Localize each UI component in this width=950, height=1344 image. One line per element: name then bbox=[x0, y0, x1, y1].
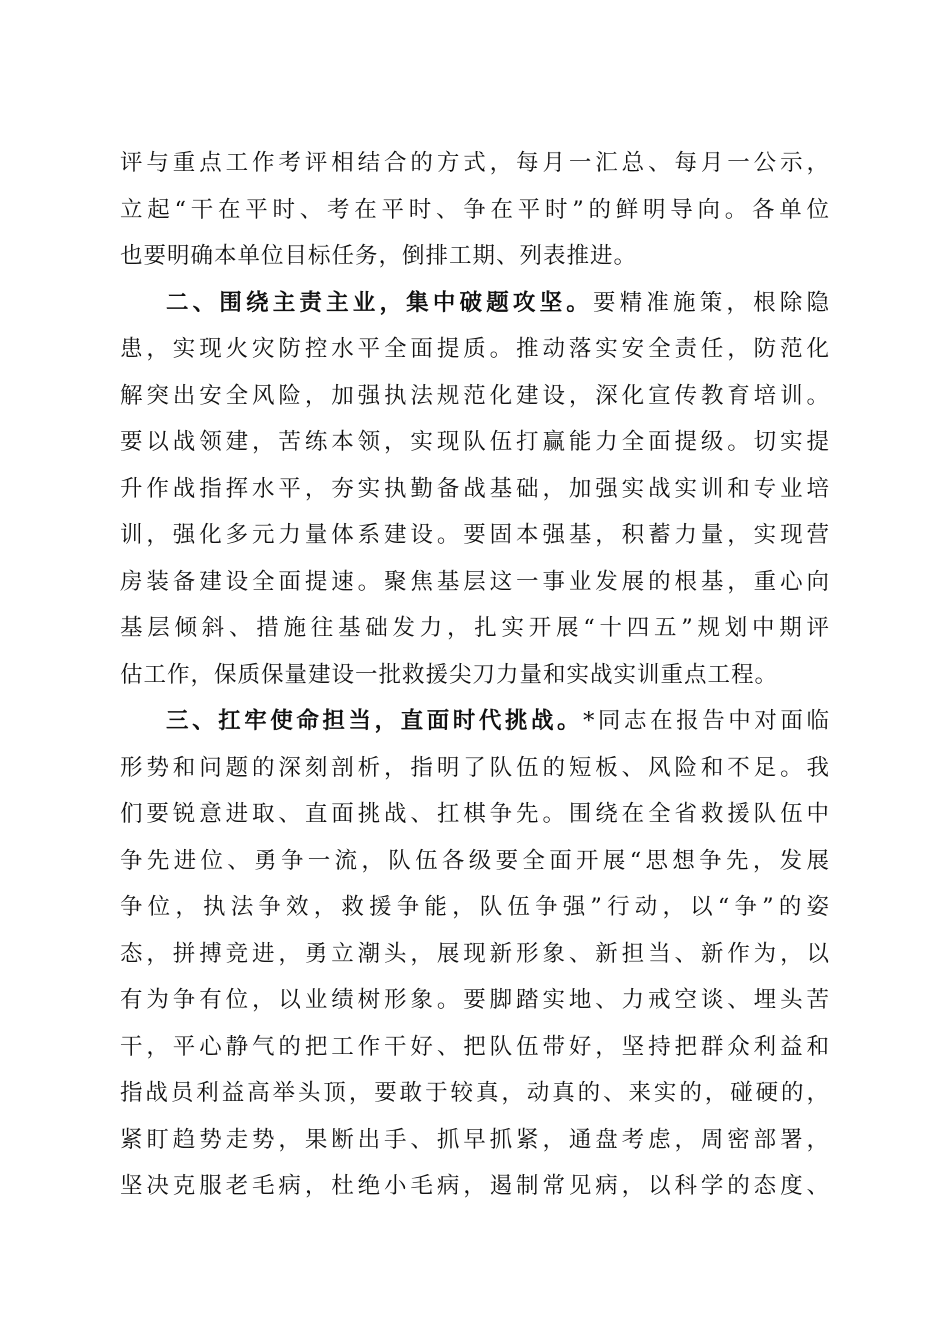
paragraph-2-line-6: 训，强化多元力量体系建设。要固本强基，积蓄力量，实现营 bbox=[120, 522, 830, 548]
document-body bbox=[120, 140, 830, 1210]
paragraph-2-line-3: 解突出安全风险，加强执法规范化建设，深化宣传教育培训。 bbox=[120, 382, 830, 409]
paragraph-3-line-1-text: *同志在报告中对面临 bbox=[583, 708, 830, 734]
paragraph-2-line-8: 基层倾斜、措施往基础发力，扎实开展“十四五”规划中期评 bbox=[120, 615, 830, 641]
paragraph-2-line-7: 房装备建设全面提速。聚焦基层这一事业发展的根基，重心向 bbox=[120, 568, 830, 595]
paragraph-3-line-9: 指战员利益高举头顶，要敢于较真，动真的、来实的，碰硬的， bbox=[120, 1080, 830, 1106]
paragraph-3-line-5: 争位，执法争效，救援争能，队伍争强”行动，以“争”的姿 bbox=[120, 894, 830, 920]
paragraph-3-heading: 三、扛牢使命担当，直面时代挑战。 bbox=[166, 708, 584, 734]
paragraph-3-line-3: 们要锐意进取、直面挑战、扛棋争先。围绕在全省救援队伍中 bbox=[120, 801, 830, 827]
paragraph-1-line-2: 立起“干在平时、考在平时、争在平时”的鲜明导向。各单位 bbox=[120, 196, 830, 223]
paragraph-2-line-9: 估工作，保质保量建设一批救援尖刀力量和实战实训重点工程。 bbox=[120, 661, 779, 688]
paragraph-2-line-1 bbox=[120, 280, 830, 327]
paragraph-3-line-6: 态，拼搏竞进，勇立潮头，展现新形象、新担当、新作为，以 bbox=[120, 940, 830, 967]
paragraph-1-line-3: 也要明确本单位目标任务，倒排工期、列表推进。 bbox=[120, 243, 638, 269]
paragraph-3-line-2: 形势和问题的深刻剖析，指明了队伍的短板、风险和不足。我 bbox=[120, 754, 830, 781]
paragraph-2-line-2: 患，实现火灾防控水平全面提质。推动落实安全责任，防范化 bbox=[120, 336, 830, 362]
paragraph-3-line-7: 有为争有位，以业绩树形象。要脚踏实地、力戒空谈、埋头苦 bbox=[120, 987, 830, 1013]
paragraph-3-line-4: 争先进位、勇争一流，队伍各级要全面开展“思想争先，发展 bbox=[120, 847, 830, 874]
paragraph-2-line-1-text: 要精准施策，根除隐 bbox=[592, 289, 830, 316]
paragraph-3-line-11: 坚决克服老毛病，杜绝小毛病，遏制常见病，以科学的态度、 bbox=[120, 1173, 830, 1199]
paragraph-3-line-8: 干，平心静气的把工作干好、把队伍带好，坚持把群众利益和 bbox=[120, 1033, 830, 1060]
paragraph-2-line-4: 要以战领建，苦练本领，实现队伍打赢能力全面提级。切实提 bbox=[120, 429, 830, 455]
paragraph-3-line-1 bbox=[120, 698, 830, 745]
paragraph-3-line-10: 紧盯趋势走势，果断出手、抓早抓紧，通盘考虑，周密部署， bbox=[120, 1126, 830, 1153]
paragraph-2-line-5: 升作战指挥水平，夯实执勤备战基础，加强实战实训和专业培 bbox=[120, 475, 830, 502]
paragraph-1-line-1: 评与重点工作考评相结合的方式，每月一汇总、每月一公示， bbox=[120, 150, 830, 176]
paragraph-2-heading: 二、围绕主责主业，集中破题攻坚。 bbox=[166, 289, 593, 316]
